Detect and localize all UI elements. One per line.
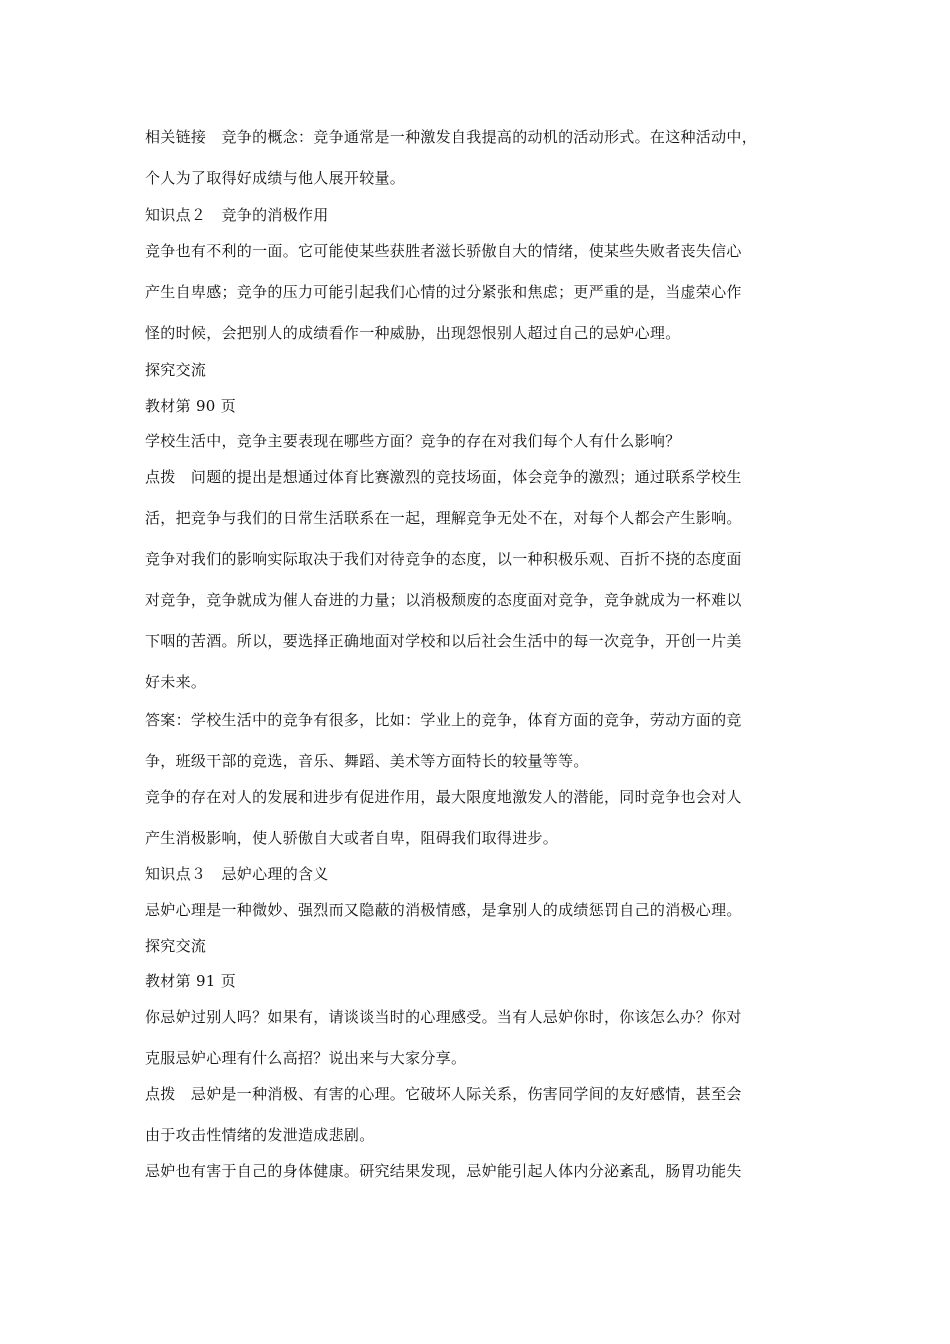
section-heading: 探究交流	[145, 361, 207, 379]
text-line: 你忌妒过别人吗？如果有，请谈谈当时的心理感受。当有人忌妒你时，你该怎么办？你对	[145, 1008, 742, 1026]
text-line: 点拨 问题的提出是想通过体育比赛激烈的竞技场面，体会竞争的激烈；通过联系学校生	[145, 468, 742, 486]
text-line: 竞争的存在对人的发展和进步有促进作用，最大限度地激发人的潜能，同时竞争也会对人	[145, 788, 742, 806]
text-line: 竞争对我们的影响实际取决于我们对待竞争的态度，以一种积极乐观、百折不挠的态度面	[145, 550, 742, 568]
text-line: 好未来。	[145, 673, 207, 691]
text-line: 产生自卑感；竞争的压力可能引起我们心情的过分紧张和焦虑；更严重的是，当虚荣心作	[145, 283, 742, 301]
text-line: 产生消极影响，使人骄傲自大或者自卑，阻碍我们取得进步。	[145, 829, 559, 847]
text-line: 活，把竞争与我们的日常生活联系在一起，理解竞争无处不在，对每个人都会产生影响。	[145, 509, 742, 527]
text-line: 教材第 91 页	[145, 972, 237, 990]
text-line: 点拨 忌妒是一种消极、有害的心理。它破坏人际关系，伤害同学间的友好感情，甚至会	[145, 1085, 742, 1103]
text-line: 忌妒心理是一种微妙、强烈而又隐蔽的消极情感，是拿别人的成绩惩罚自己的消极心理。	[145, 901, 742, 919]
section-heading: 探究交流	[145, 937, 207, 955]
text-line: 答案：学校生活中的竞争有很多，比如：学业上的竞争，体育方面的竞争，劳动方面的竞	[145, 711, 742, 729]
text-line: 个人为了取得好成绩与他人展开较量。	[145, 169, 406, 187]
text-line: 忌妒也有害于自己的身体健康。研究结果发现，忌妒能引起人体内分泌紊乱，肠胃功能失	[145, 1162, 742, 1180]
text-line: 克服忌妒心理有什么高招？说出来与大家分享。	[145, 1049, 467, 1067]
text-line: 下咽的苦酒。所以，要选择正确地面对学校和以后社会生活中的每一次竞争，开创一片美	[145, 632, 742, 650]
text-line: 学校生活中，竞争主要表现在哪些方面？竞争的存在对我们每个人有什么影响？	[145, 432, 681, 450]
text-line: 怪的时候，会把别人的成绩看作一种威胁，出现怨恨别人超过自己的忌妒心理。	[145, 324, 681, 342]
text-line: 由于攻击性情绪的发泄造成悲剧。	[145, 1126, 375, 1144]
text-line: 争，班级干部的竞选，音乐、舞蹈、美术等方面特长的较量等等。	[145, 752, 589, 770]
text-line: 相关链接 竞争的概念：竞争通常是一种激发自我提高的动机的活动形式。在这种活动中，	[145, 128, 758, 146]
section-heading: 知识点２ 竞争的消极作用	[145, 206, 329, 224]
text-line: 竞争也有不利的一面。它可能使某些获胜者滋长骄傲自大的情绪，使某些失败者丧失信心	[145, 242, 742, 260]
section-heading: 知识点３ 忌妒心理的含义	[145, 865, 329, 883]
text-line: 对竞争，竞争就成为催人奋进的力量；以消极颓废的态度面对竞争，竞争就成为一杯难以	[145, 591, 742, 609]
text-line: 教材第 90 页	[145, 397, 237, 415]
